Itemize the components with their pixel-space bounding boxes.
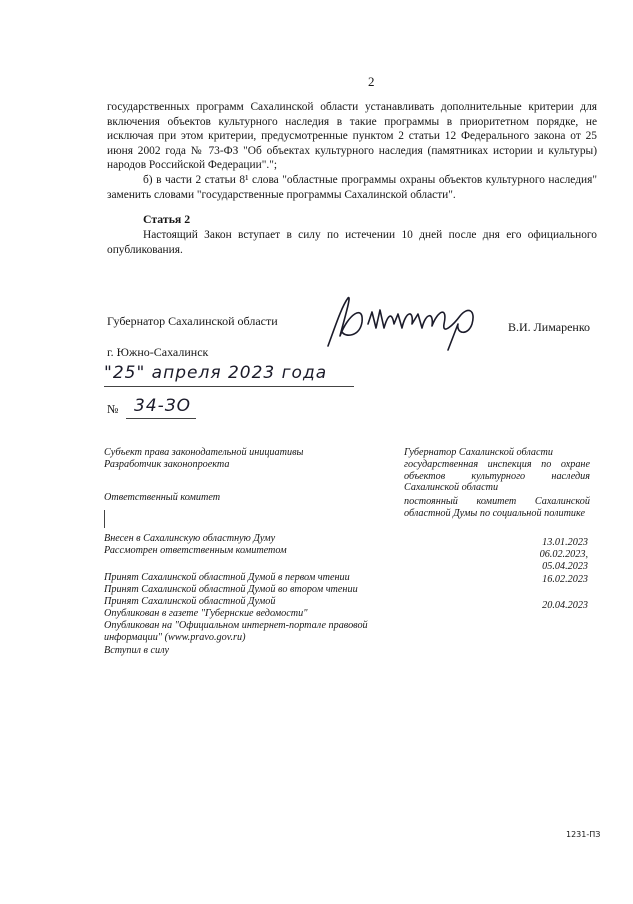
committee-value: постоянный комитет Сахалинской областной Думы по социальной политике: [404, 496, 590, 519]
reviewed-date-2: 05.04.2023: [542, 561, 588, 572]
adopted-date: 20.04.2023: [542, 600, 588, 611]
published-gazette-label: Опубликован в газете "Губернские ведомости": [104, 608, 308, 619]
initiative-label: Субъект права законодательной инициативы: [104, 447, 304, 458]
law-number: 34-ЗО: [134, 396, 192, 416]
page-number: 2: [368, 74, 375, 89]
developer-label: Разработчик законопроекта: [104, 459, 230, 470]
signing-date-handwritten: "25" апреля 2023 года: [104, 363, 328, 383]
published-portal-label: Опубликован на "Официальном интернет-портале правовой информации" (www.pravo.gov.ru): [104, 620, 368, 643]
article-2-text-block: [107, 228, 597, 257]
signing-date: [104, 363, 354, 383]
adopted-label: Принят Сахалинской областной Думой: [104, 596, 276, 607]
committee-label: Ответственный комитет: [104, 492, 221, 503]
article-2-heading: Статья 2: [143, 212, 191, 226]
body-text: [107, 100, 597, 202]
submitted-date: 13.01.2023: [542, 537, 588, 548]
reviewed-label: Рассмотрен ответственным комитетом: [104, 545, 287, 556]
number-underline: [126, 418, 196, 419]
article-2-text: Настоящий Закон вступает в силу по истечении 10 дней после дня его официального опубликования.: [107, 229, 597, 256]
governor-label: Губернатор Сахалинской области: [107, 314, 278, 328]
developer-value: государственная инспекция по охране объектов культурного наследия Сахалинской области: [404, 459, 590, 494]
city-label: г. Южно-Сахалинск: [107, 345, 209, 359]
law-number-label: №: [107, 402, 119, 416]
initiative-value: Губернатор Сахалинской области: [404, 447, 553, 458]
first-reading-date: 16.02.2023: [542, 574, 588, 585]
first-reading-label: Принят Сахалинской областной Думой в первом чтении: [104, 572, 350, 583]
reviewed-date-1: 06.02.2023,: [539, 549, 588, 560]
continuation-paragraph: государственных программ Сахалинской области устанавливать дополнительные критерии для включения объектов культурного наследия в такие программы в приоритетном порядке, не исключая при этом критерии, предусмотренные пунктом 2 статьи 12 Федерального закона от 25 июня 2002 года № 73-ФЗ "Об объектах культурного наследия (памятниках истории и культуры) народов Российской Федерации".";: [107, 101, 597, 172]
governor-name: В.И. Лимаренко: [508, 320, 591, 334]
submitted-label: Внесен в Сахалинскую областную Думу: [104, 533, 276, 544]
margin-mark: [104, 510, 106, 528]
document-code: 1231-ПЗ: [566, 830, 601, 839]
in-force-label: Вступил в силу: [104, 645, 169, 656]
second-reading-label: Принят Сахалинской областной Думой во втором чтении: [104, 584, 358, 595]
item-b-paragraph: б) в части 2 статьи 8¹ слова "областные программы охраны объектов культурного наследия" заменить словами "государственные программы Сахалинской области".: [107, 173, 597, 201]
governor-signature: [318, 284, 488, 364]
date-underline: [104, 386, 354, 387]
